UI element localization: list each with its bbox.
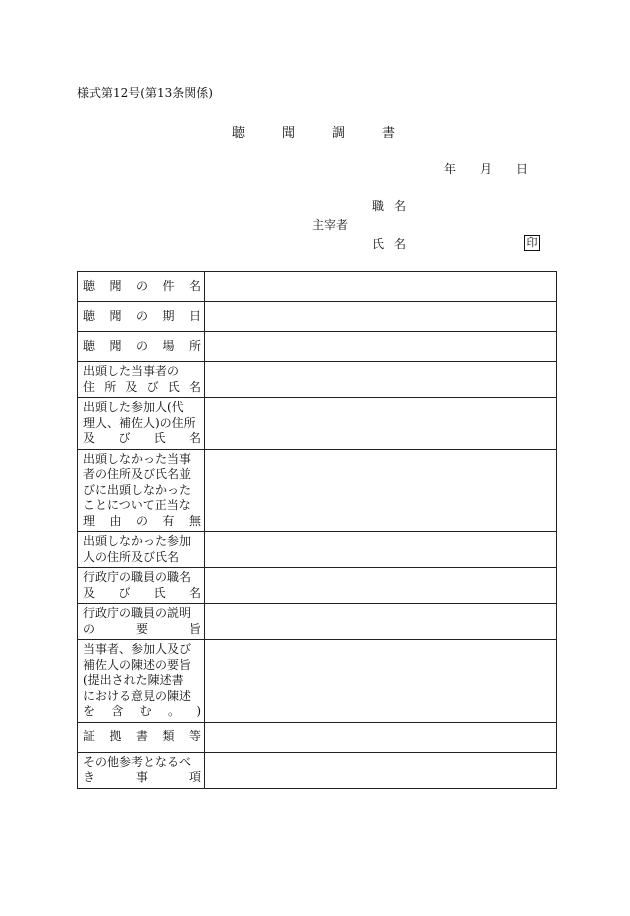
row-label: [78, 532, 205, 568]
row-value-cell[interactable]: [205, 568, 557, 604]
table-row: [78, 362, 557, 398]
row-label: [78, 640, 205, 723]
table-row: [78, 752, 557, 788]
label-line: を 含 む 。 ): [83, 704, 201, 718]
label-line: 理人、補佐人)の住所: [83, 415, 196, 430]
row-label: [78, 722, 205, 752]
row-value-cell[interactable]: [205, 722, 557, 752]
title-char: 書: [382, 126, 397, 141]
table-row: [78, 568, 557, 604]
label-line: びに出頭しなかった: [83, 482, 192, 497]
year-unit: 年: [444, 162, 457, 176]
document-title: [232, 122, 396, 141]
row-value-cell[interactable]: [205, 398, 557, 450]
label-line: 人の住所及び氏名: [83, 549, 180, 564]
label-line: ことについて正当な: [83, 498, 191, 512]
row-label: [78, 362, 205, 398]
host-label: 主宰者: [312, 218, 349, 232]
table-row: [78, 532, 557, 568]
table-row: [78, 722, 557, 752]
row-label: [78, 302, 205, 332]
table-row: [78, 332, 557, 362]
row-value-cell[interactable]: [205, 604, 557, 640]
title-char: 聞: [282, 126, 297, 141]
label-line: き 事 項: [83, 770, 201, 784]
row-label: [78, 568, 205, 604]
row-value-cell[interactable]: [205, 752, 557, 788]
table-row: [78, 640, 557, 723]
table-row: [78, 398, 557, 450]
table-row: [78, 604, 557, 640]
label-line: 住 所 及 び 氏 名: [83, 379, 201, 394]
row-label: [78, 752, 205, 788]
table-row: [78, 272, 557, 302]
table-row: [78, 449, 557, 532]
label-line: 聴 聞 の 場 所: [83, 338, 201, 353]
label-line: 行政庁の職員の職名: [83, 570, 192, 584]
row-value-cell[interactable]: [205, 302, 557, 332]
row-label: [78, 332, 205, 362]
table-row: [78, 302, 557, 332]
label-line: 出頭した当事者の: [83, 364, 180, 378]
label-line: 及 び 氏 名: [83, 585, 201, 600]
label-line: の 要 旨: [83, 621, 201, 636]
day-unit: 日: [516, 162, 529, 176]
name-label: 氏名: [372, 237, 417, 251]
label-line: 行政庁の職員の説明: [83, 606, 192, 620]
row-value-cell[interactable]: [205, 449, 557, 532]
label-line: 出頭した参加人(代: [83, 400, 184, 414]
form-number: 様式第12号(第13条関係): [77, 86, 213, 100]
row-value-cell[interactable]: [205, 272, 557, 302]
seal-mark: 印: [524, 235, 540, 251]
label-line: 出頭しなかった当事: [83, 451, 192, 466]
month-unit: 月: [480, 162, 493, 176]
label-line: 聴 聞 の 期 日: [83, 308, 201, 323]
label-line: 当事者、参加人及び: [83, 642, 192, 656]
row-label: [78, 398, 205, 450]
row-value-cell[interactable]: [205, 640, 557, 723]
row-label: [78, 604, 205, 640]
label-line: 及 び 氏 名: [83, 431, 201, 445]
label-line: における意見の陳述: [83, 688, 192, 703]
label-line: 証 拠 書 類 等: [83, 729, 201, 744]
label-line: 出頭しなかった参加: [83, 534, 192, 548]
label-line: 聴 聞 の 件 名: [83, 278, 201, 293]
date-line: [444, 160, 528, 177]
title-char: 聴: [232, 126, 247, 141]
label-line: 補佐人の陳述の要旨: [83, 657, 192, 672]
position-label: 職名: [372, 199, 417, 213]
row-label: [78, 449, 205, 532]
label-line: 者の住所及び氏名並: [83, 467, 192, 481]
row-value-cell[interactable]: [205, 532, 557, 568]
hearing-record-table: [77, 271, 557, 789]
row-label: [78, 272, 205, 302]
row-value-cell[interactable]: [205, 362, 557, 398]
label-line: その他参考となるべ: [83, 754, 192, 769]
label-line: (提出された陳述書: [83, 673, 184, 687]
title-char: 調: [332, 126, 347, 141]
label-line: 理 由 の 有 無: [83, 513, 201, 528]
row-value-cell[interactable]: [205, 332, 557, 362]
